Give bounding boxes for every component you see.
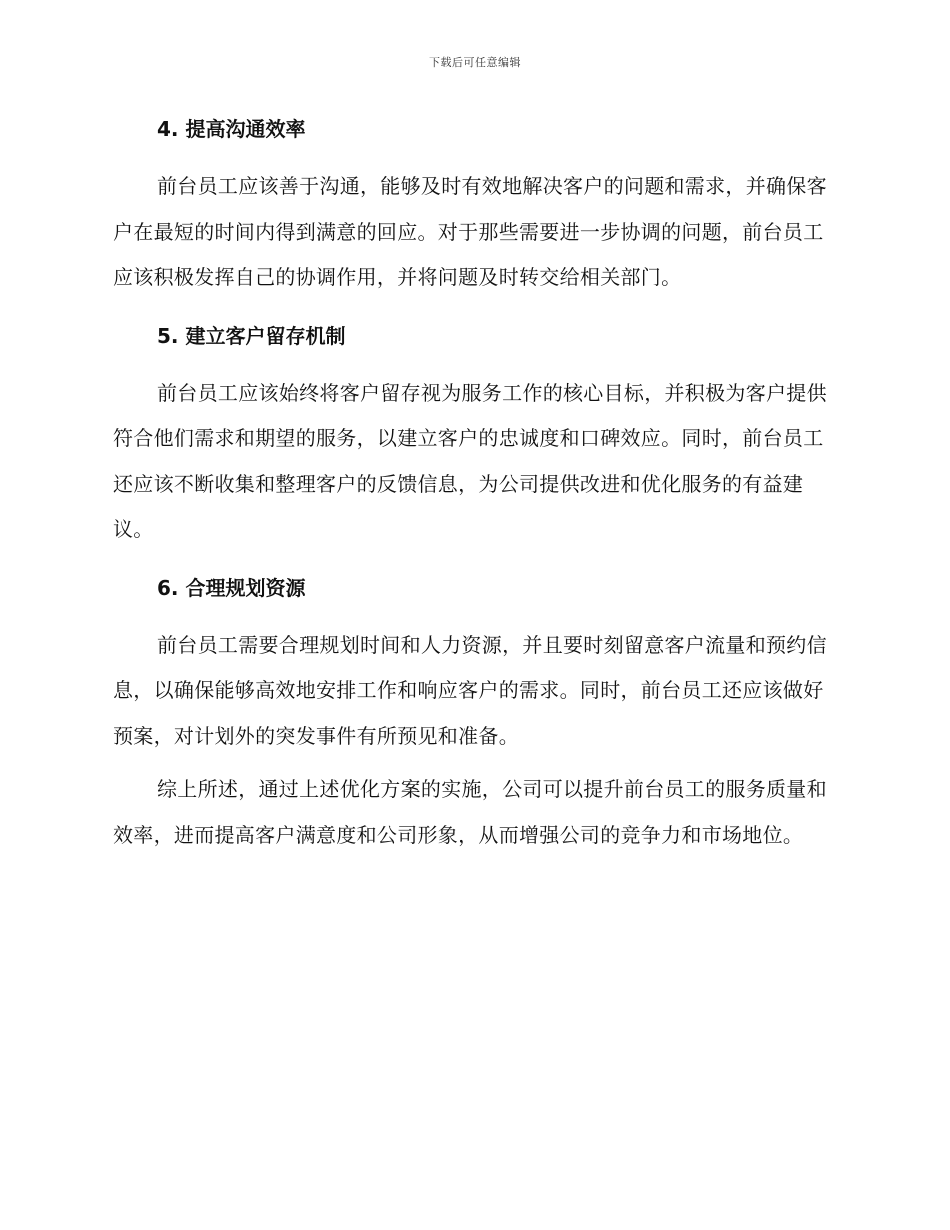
page-header: 下载后可任意编辑 <box>429 56 521 69</box>
section-heading-retention: 5. 建立客户留存机制 <box>157 323 346 348</box>
section-paragraph-communication: 前台员工应该善于沟通，能够及时有效地解决客户的问题和需求，并确保客户在最短的时间内得到满意的回应。对于那些需要进一步协调的问题，前台员工应该积极发挥自己的协调作用，并将问题及时转交给相关部门。 <box>113 174 827 289</box>
conclusion-paragraph: 综上所述，通过上述优化方案的实施，公司可以提升前台员工的服务质量和效率，进而提高客户满意度和公司形象，从而增强公司的竞争力和市场地位。 <box>113 777 827 847</box>
section-heading-communication: 4. 提高沟通效率 <box>157 117 306 141</box>
document-body <box>113 110 833 858</box>
section-paragraph-retention: 前台员工应该始终将客户留存视为服务工作的核心目标，并积极为客户提供符合他们需求和期望的服务，以建立客户的忠诚度和口碑效应。同时，前台员工还应该不断收集和整理客户的反馈信息，为公司提供改进和优化服务的有益建议。 <box>113 380 827 541</box>
section-paragraph-resources: 前台员工需要合理规划时间和人力资源，并且要时刻留意客户流量和预约信息，以确保能够高效地安排工作和响应客户的需求。同时，前台员工还应该做好预案，对计划外的突发事件有所预见和准备。 <box>113 632 827 748</box>
section-heading-resources: 6. 合理规划资源 <box>157 575 306 600</box>
